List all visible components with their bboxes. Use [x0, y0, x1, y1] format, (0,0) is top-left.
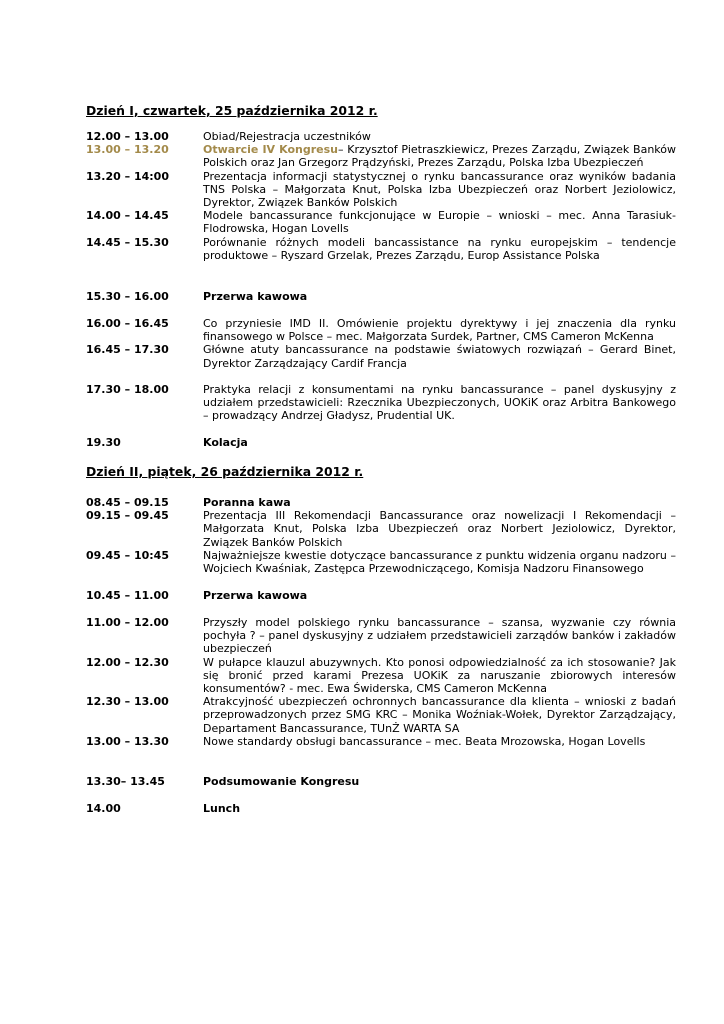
day2-group-2 — [86, 616, 676, 748]
day2-break — [86, 589, 676, 602]
agenda-time: 09.15 – 09.45 — [86, 509, 169, 523]
agenda-text: Atrakcyjność ubezpieczeń ochronnych bancassurance dla klienta – wnioski z badań przeprowadzonych przez SMG KRC – Monika Woźniak-Wołek, Dyrektor Zarządzający, Departament Bancassurance, TUnŻ WARTA SA — [203, 695, 676, 735]
agenda-time: 19.30 — [86, 436, 121, 449]
agenda-time: 08.45 – 09.15 — [86, 496, 169, 509]
agenda-time: 10.45 – 11.00 — [86, 589, 169, 602]
agenda-row — [86, 549, 676, 575]
day1-dinner — [86, 436, 676, 449]
day1-title: Dzień I, czwartek, 25 października 2012 r. — [86, 103, 378, 118]
day1-group-3 — [86, 383, 676, 423]
agenda-text: Kolacja — [203, 436, 248, 449]
agenda-time: 12.00 – 13.00 — [86, 130, 169, 143]
day2-summary — [86, 775, 676, 788]
agenda-time: 11.00 – 12.00 — [86, 616, 169, 629]
agenda-text: Główne atuty bancassurance na podstawie światowych rozwiązań – Gerard Binet, Dyrektor Zarządzający Cardif Francja — [203, 343, 676, 370]
agenda-time: 13.30– 13.45 — [86, 775, 165, 788]
agenda-time: 14.00 — [86, 802, 121, 815]
agenda-text: Lunch — [203, 802, 241, 815]
agenda-text: Najważniejsze kwestie dotyczące bancassurance z punktu widzenia organu nadzoru – Wojciech Kwaśniak, Zastępca Przewodniczącego, Komisja Nadzoru Finansowego — [203, 548, 676, 576]
agenda-text-rest: – Krzysztof Pietraszkiewicz, Prezes Zarządu, Związek Banków Polskich oraz Jan Grzegorz Prądzyński, Prezes Zarządu, Polska Izba Ubezpieczeń — [203, 143, 676, 170]
agenda-time: 12.30 – 13.00 — [86, 695, 169, 709]
agenda-row — [86, 209, 676, 235]
agenda-text: Praktyka relacji z konsumentami na rynku bancassurance – panel dyskusyjny z udziałem przedstawicieli: Rzecznika Ubezpieczonych, UOKiK oraz Arbitra Bankowego – prowadzący Andrzej Gładysz, Prudential UK. — [203, 383, 676, 423]
agenda-row — [86, 170, 676, 210]
agenda-time: 12.00 – 12.30 — [86, 655, 169, 669]
agenda-row — [86, 616, 676, 656]
day2-group-1 — [86, 496, 676, 575]
agenda-row — [86, 290, 676, 303]
agenda-time: 13.00 – 13.30 — [86, 734, 169, 748]
agenda-text: Co przyniesie IMD II. Omówienie projektu dyrektywy i jej znaczenia dla rynku finansowego w Polsce – mec. Małgorzata Surdek, Partner, CMS Cameron McKenna — [203, 317, 676, 344]
agenda-row — [86, 236, 676, 262]
agenda-row — [86, 130, 676, 143]
agenda-text: Przerwa kawowa — [203, 589, 308, 602]
agenda-time: 14.00 – 14.45 — [86, 209, 169, 223]
agenda-text: Podsumowanie Kongresu — [203, 775, 360, 788]
day1-group-2 — [86, 317, 676, 370]
agenda-row — [86, 695, 676, 735]
agenda-time: 09.45 – 10:45 — [86, 548, 169, 562]
agenda-row — [86, 496, 676, 509]
agenda-text: Nowe standardy obsługi bancassurance – mec. Beata Mrozowska, Hogan Lovells — [203, 734, 646, 748]
agenda-row — [86, 775, 676, 788]
agenda-time: 14.45 – 15.30 — [86, 235, 169, 249]
agenda-row — [86, 735, 676, 748]
agenda-text — [203, 143, 676, 169]
day1-group-1 — [86, 130, 676, 262]
agenda-highlight: Otwarcie IV Kongresu — [203, 143, 338, 157]
day1-break — [86, 290, 676, 303]
agenda-text: Modele bancassurance funkcjonujące w Europie – wnioski – mec. Anna Tarasiuk-Flodrowska, Hogan Lovells — [203, 209, 676, 236]
day2-title: Dzień II, piątek, 26 października 2012 r. — [86, 464, 364, 479]
agenda-row — [86, 656, 676, 696]
agenda-row — [86, 343, 676, 369]
day2-lunch — [86, 802, 676, 815]
agenda-text: Prezentacja informacji statystycznej o rynku bancassurance oraz wyników badania TNS Polska – Małgorzata Knut, Polska Izba Ubezpieczeń oraz Norbert Jeziolowicz, Dyrektor, Związek Banków Polskich — [203, 169, 676, 210]
agenda-row — [86, 143, 676, 169]
agenda-text: Przerwa kawowa — [203, 290, 308, 303]
agenda-text: Porównanie różnych modeli bancassistance na rynku europejskim – tendencje produktowe – Ryszard Grzelak, Prezes Zarządu, Europ Assistance Polska — [203, 235, 676, 262]
agenda-text: Prezentacja III Rekomendacji Bancassurance oraz nowelizacji I Rekomendacji – Małgorzata Knut, Polska Izba Ubezpieczeń oraz Norbert Jeziolowicz, Dyrektor, Związek Banków Polskich — [203, 509, 676, 549]
agenda-row — [86, 802, 676, 815]
agenda-time: 17.30 – 18.00 — [86, 383, 169, 396]
agenda-time: 13.00 – 13.20 — [86, 143, 169, 157]
agenda-time: 16.00 – 16.45 — [86, 317, 169, 330]
agenda-row — [86, 509, 676, 549]
agenda-text: Poranna kawa — [203, 496, 291, 509]
agenda-time: 15.30 – 16.00 — [86, 290, 169, 303]
agenda-row — [86, 383, 676, 423]
agenda-time: 16.45 – 17.30 — [86, 343, 169, 357]
agenda-text: Przyszły model polskiego rynku bancassurance – szansa, wyzwanie czy równia pochyła ? – panel dyskusyjny z udziałem przedstawicieli zarządów banków i zakładów ubezpieczeń — [203, 616, 676, 656]
agenda-row — [86, 436, 676, 449]
agenda-row — [86, 589, 676, 602]
agenda-time: 13.20 – 14:00 — [86, 169, 169, 183]
agenda-text: Obiad/Rejestracja uczestników — [203, 130, 371, 143]
agenda-text: W pułapce klauzul abuzywnych. Kto ponosi odpowiedzialność za ich stosowanie? Jak się bronić przed karami Prezesa UOKiK za naruszanie zbiorowych interesów konsumentów? - mec. Ewa Świderska, CMS Cameron McKenna — [203, 655, 676, 696]
agenda-row — [86, 317, 676, 343]
